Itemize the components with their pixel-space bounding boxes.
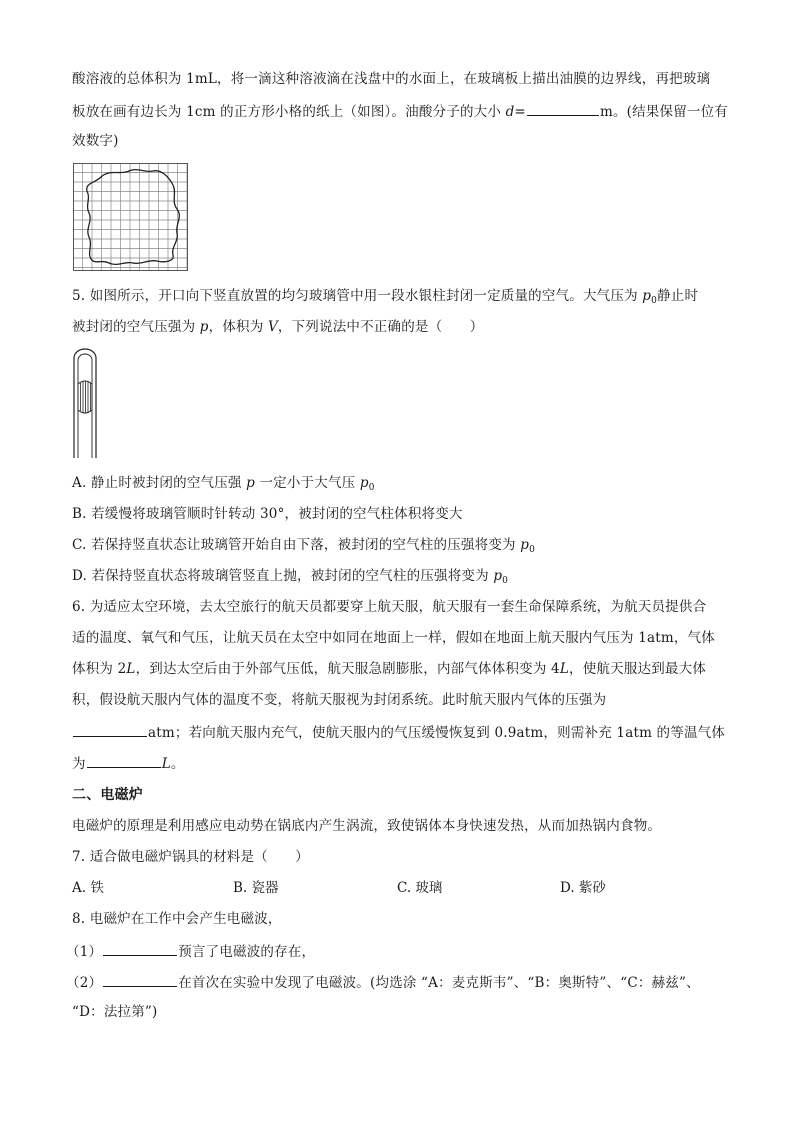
q6-line-1: 6. 为适应太空环境，去太空旅行的航天员都要穿上航天服，航天服有一套生命保障系统，为航天员提供合 — [72, 599, 707, 615]
section-heading: 二、电磁炉 — [72, 787, 143, 803]
q7-stem: 7. 适合做电磁炉锅具的材料是（ ） — [72, 849, 309, 865]
section-intro: 电磁炉的原理是利用感应电动势在锅底内产生涡流，致使锅体本身快速发热，从而加热锅内食物。 — [72, 818, 662, 834]
q6-line-3: 体积为 2L，到达太空后由于外部气压低，航天服急剧膨胀，内部气体体积变为 4L，使航天服达到最大体 — [72, 661, 707, 677]
oil-film-grid-figure — [73, 163, 188, 271]
answer-blank-q8-1[interactable] — [103, 941, 177, 956]
answer-blank-pressure[interactable] — [73, 722, 147, 737]
answer-blank-d[interactable] — [527, 101, 599, 116]
q6-line-2: 适的温度、氧气和气压，让航天员在太空中如同在地面上一样，假如在地面上航天服内气压为 1atm，气体 — [72, 630, 715, 646]
glass-tube-figure — [68, 348, 104, 460]
q8-part-2: （2） 在首次在实验中发现了电磁波。(均选涂 “A：麦克斯韦”、“B：奥斯特”、“C：赫兹”、 — [66, 972, 700, 992]
q5-option-b[interactable]: B. 若缓慢将玻璃管顺时针转动 30°，被封闭的空气柱体积将变大 — [72, 506, 463, 522]
q8-stem: 8. 电磁炉在工作中会产生电磁波， — [72, 911, 282, 927]
q5-option-c[interactable]: C. 若保持竖直状态让玻璃管开始自由下落，被封闭的空气柱的压强将变为 $p_0$ — [72, 537, 536, 555]
q4-line-1: 酸溶液的总体积为 1mL，将一滴这种溶液滴在浅盘中的水面上，在玻璃板上描出油膜的边界线，再把玻璃 — [72, 71, 711, 87]
q5-line-1: 5. 如图所示，开口向下竖直放置的均匀玻璃管中用一段水银柱封闭一定质量的空气。大气压为 $p_0$静止时 — [72, 288, 699, 306]
q8-part-2-continued: “D：法拉第”) — [72, 1004, 158, 1020]
q6-line-6: 为 L。 — [72, 753, 185, 773]
q4-line-2: 板放在画有边长为 1cm 的正方形小格的纸上（如图）。油酸分子的大小 d= m。(结果保留一位有 — [72, 101, 728, 121]
answer-blank-q8-2[interactable] — [103, 972, 177, 987]
q7-option-a[interactable]: A. 铁 — [72, 880, 104, 896]
q6-line-5: atm；若向航天服内充气，使航天服内的气压缓慢恢复到 0.9atm，则需补充 1atm 的等温气体 — [72, 722, 725, 742]
q7-option-c[interactable]: C. 玻璃 — [397, 880, 443, 896]
q6-line-4: 积，假设航天服内气体的温度不变，将航天服视为封闭系统。此时航天服内气体的压强为 — [72, 692, 607, 708]
q7-option-d[interactable]: D. 紫砂 — [560, 880, 606, 896]
answer-blank-volume[interactable] — [87, 753, 161, 768]
q8-part-1: （1） 预言了电磁波的存在， — [66, 941, 315, 961]
q5-line-2: 被封闭的空气压强为 p，体积为 V，下列说法中不正确的是（ ） — [72, 319, 484, 335]
q5-option-a[interactable]: A. 静止时被封闭的空气压强 p 一定小于大气压 $p_0$ — [72, 475, 375, 493]
q7-option-b[interactable]: B. 瓷器 — [233, 880, 279, 896]
q4-line-3: 效数字) — [72, 133, 119, 149]
q5-option-d[interactable]: D. 若保持竖直状态将玻璃管竖直上抛，被封闭的空气柱的压强将变为 $p_0$ — [72, 568, 509, 586]
